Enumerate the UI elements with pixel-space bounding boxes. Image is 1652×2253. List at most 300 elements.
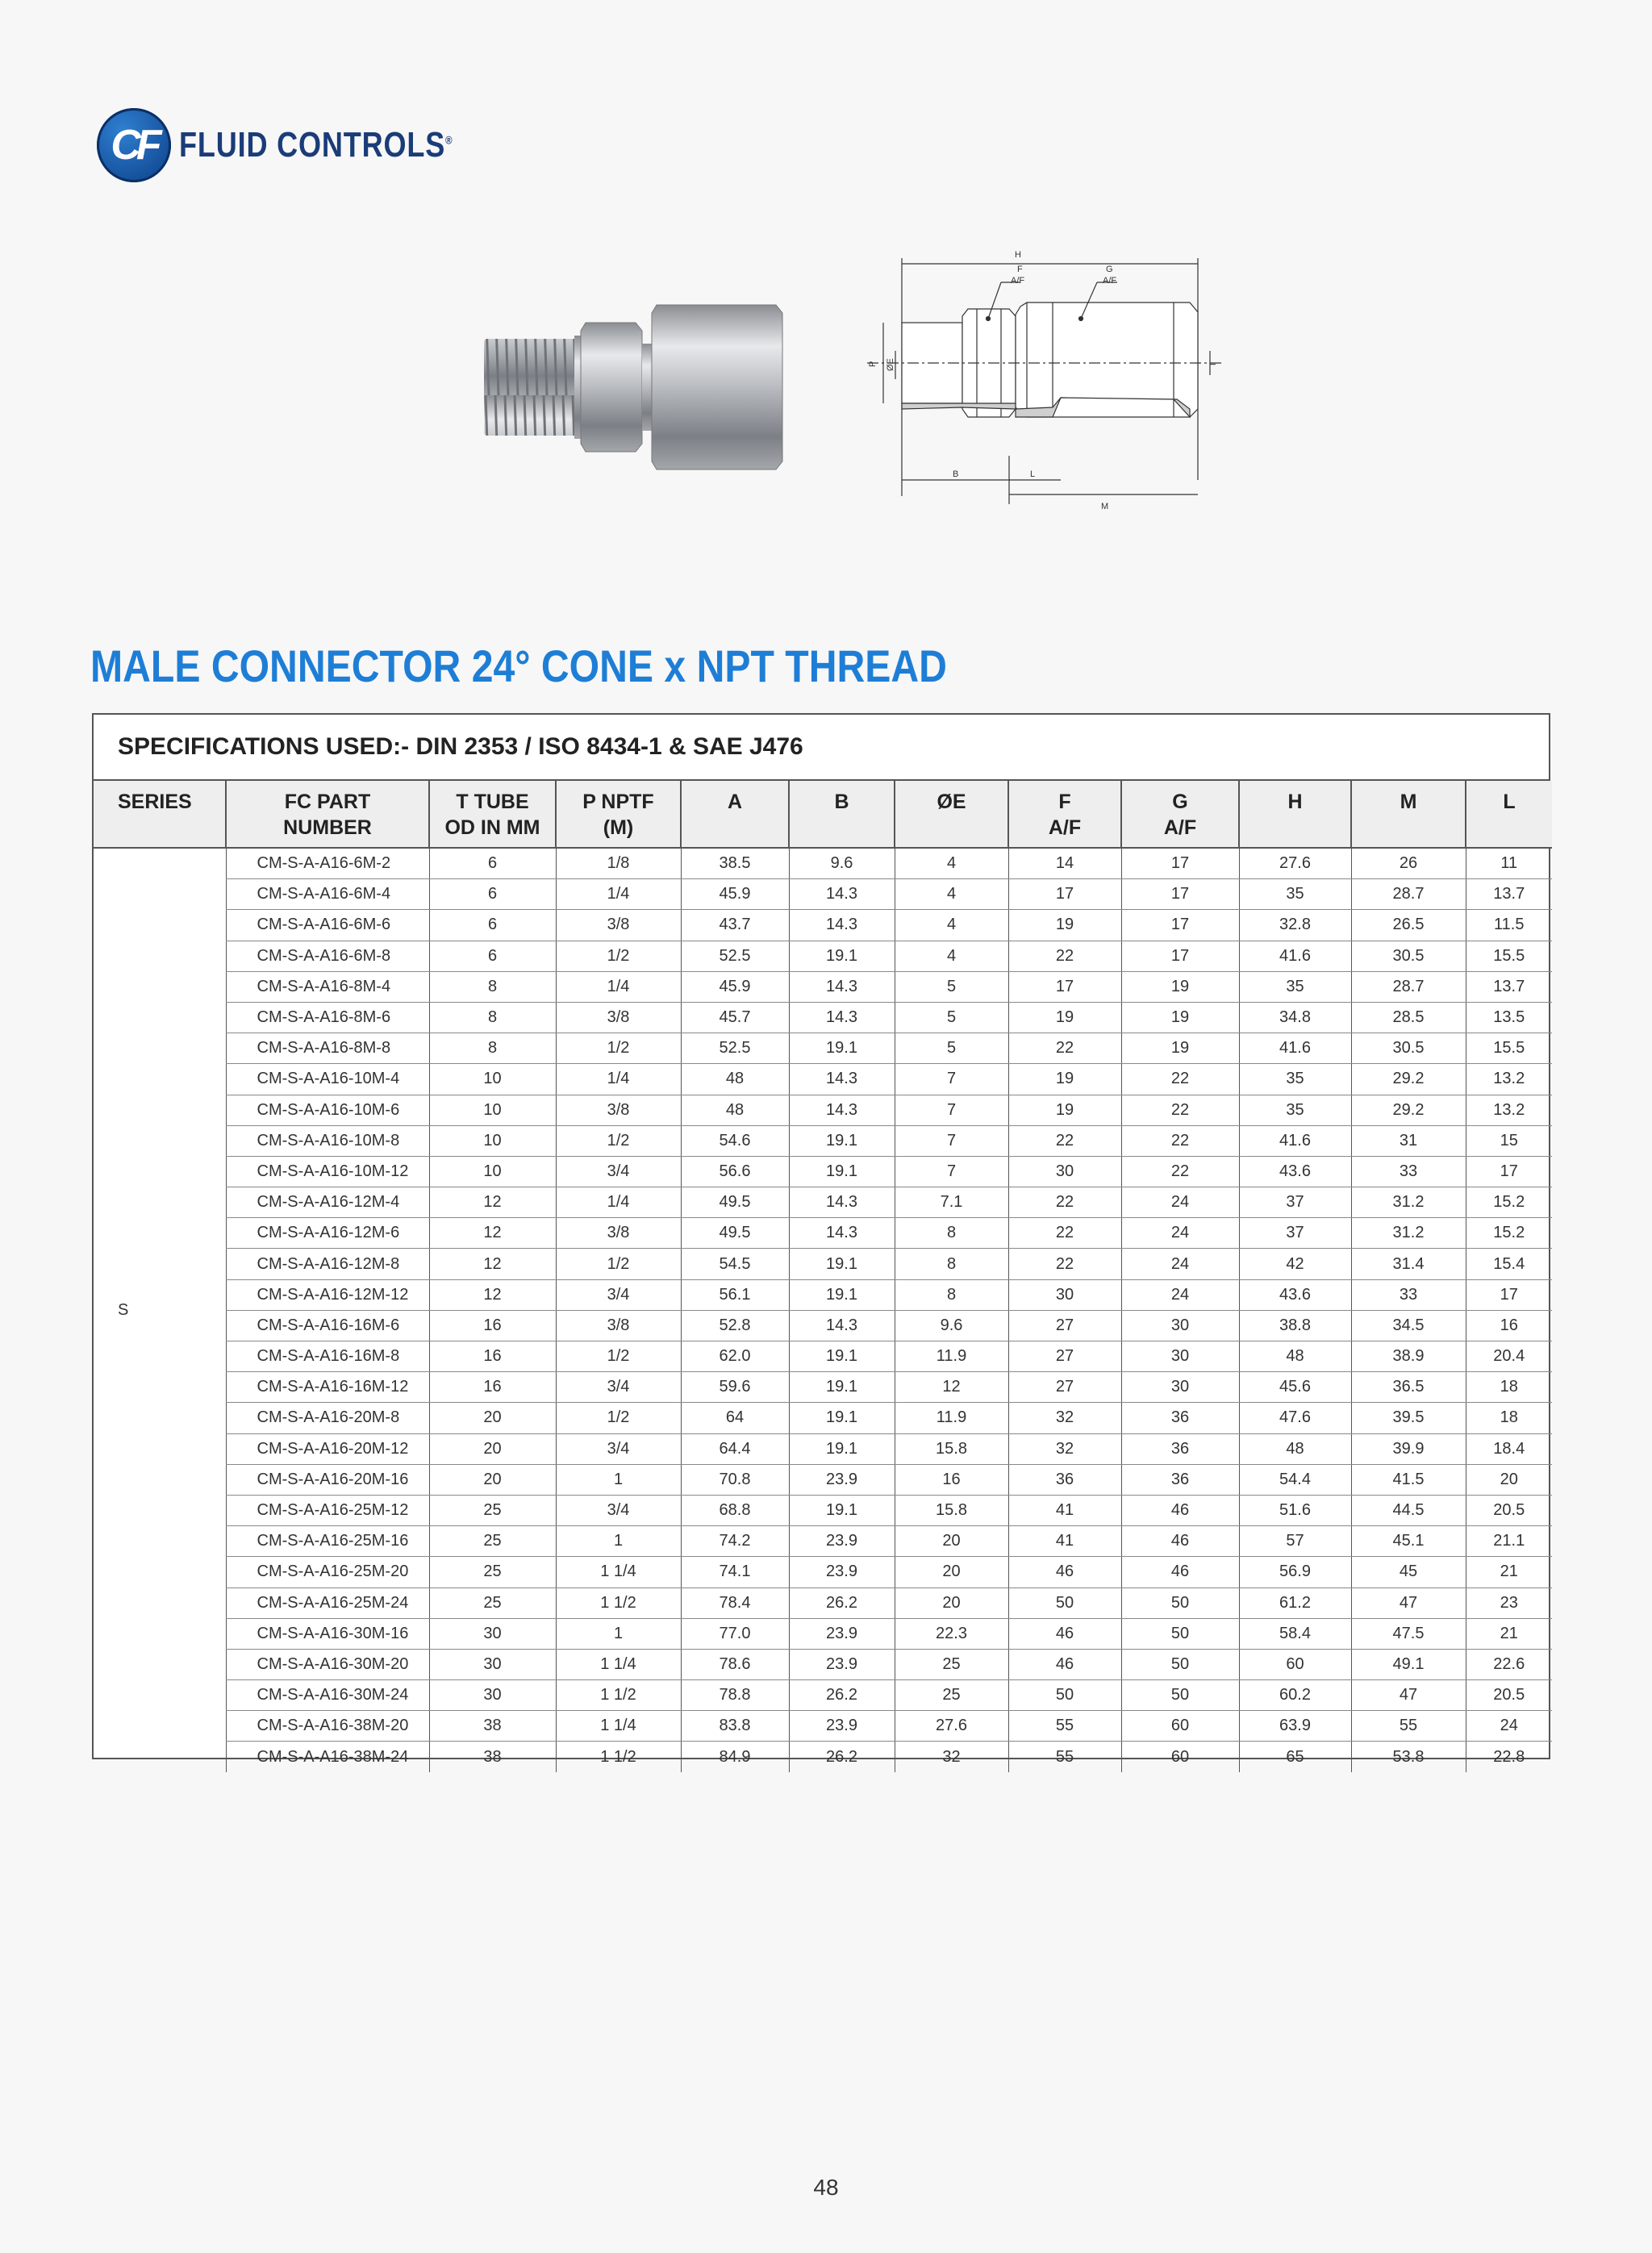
table-cell: 1 1/2: [556, 1680, 681, 1711]
part-number-cell: CM-S-A-A16-10M-8: [226, 1125, 429, 1156]
table-cell: 8: [429, 971, 556, 1002]
table-cell: 36: [1121, 1403, 1239, 1433]
specification-table-box: [92, 713, 1550, 1766]
part-number-cell: CM-S-A-A16-16M-12: [226, 1372, 429, 1403]
svg-text:P: P: [868, 361, 878, 367]
table-cell: 20.5: [1466, 1495, 1552, 1525]
part-number-cell: CM-S-A-A16-30M-20: [226, 1649, 429, 1679]
table-cell: 57: [1239, 1526, 1351, 1557]
table-cell: 14.3: [789, 1064, 895, 1095]
table-cell: 26: [1351, 848, 1466, 879]
table-cell: 19.1: [789, 1372, 895, 1403]
table-cell: 9.6: [895, 1310, 1008, 1341]
table-cell: 27.6: [1239, 848, 1351, 879]
table-cell: 39.9: [1351, 1433, 1466, 1464]
table-cell: 56.9: [1239, 1557, 1351, 1588]
table-cell: 54.6: [681, 1125, 789, 1156]
table-row: [94, 1002, 1552, 1033]
table-cell: 6: [429, 910, 556, 941]
table-cell: 10: [429, 1125, 556, 1156]
table-cell: 27: [1008, 1310, 1121, 1341]
table-cell: 22: [1121, 1125, 1239, 1156]
specification-heading: SPECIFICATIONS USED:- DIN 2353 / ISO 8434-1 & SAE J476: [94, 715, 1549, 781]
table-row: [94, 1218, 1552, 1249]
part-number-cell: CM-S-A-A16-25M-16: [226, 1526, 429, 1557]
table-cell: 47.6: [1239, 1403, 1351, 1433]
table-cell: 6: [429, 848, 556, 879]
table-cell: 24: [1121, 1218, 1239, 1249]
table-cell: 22.8: [1466, 1742, 1552, 1772]
table-cell: 37: [1239, 1218, 1351, 1249]
column-header: P NPTF (M): [556, 781, 681, 848]
table-cell: 20: [895, 1526, 1008, 1557]
table-cell: 55: [1008, 1742, 1121, 1772]
table-row: [94, 1187, 1552, 1218]
part-number-cell: CM-S-A-A16-6M-8: [226, 941, 429, 971]
table-cell: 36.5: [1351, 1372, 1466, 1403]
table-cell: 54.5: [681, 1249, 789, 1279]
table-cell: 22: [1121, 1156, 1239, 1187]
table-cell: 3/4: [556, 1372, 681, 1403]
table-cell: 41: [1008, 1526, 1121, 1557]
table-cell: 41.6: [1239, 941, 1351, 971]
table-cell: 19.1: [789, 941, 895, 971]
table-cell: 68.8: [681, 1495, 789, 1525]
table-cell: 25: [429, 1557, 556, 1588]
specification-table: [94, 781, 1552, 1772]
table-row: [94, 1742, 1552, 1772]
table-cell: 23: [1466, 1588, 1552, 1618]
table-cell: 48: [681, 1095, 789, 1125]
table-cell: 3/8: [556, 1095, 681, 1125]
table-cell: 11: [1466, 848, 1552, 879]
table-cell: 17: [1466, 1156, 1552, 1187]
column-header: B: [789, 781, 895, 848]
table-cell: 45.9: [681, 879, 789, 910]
table-cell: 84.9: [681, 1742, 789, 1772]
table-cell: 30.5: [1351, 941, 1466, 971]
table-cell: 1/2: [556, 1403, 681, 1433]
table-cell: 19: [1121, 1002, 1239, 1033]
page-number: 48: [813, 2175, 839, 2200]
table-cell: 24: [1121, 1249, 1239, 1279]
table-cell: 33: [1351, 1156, 1466, 1187]
svg-text:A/F: A/F: [1103, 276, 1117, 286]
table-row: [94, 1680, 1552, 1711]
table-cell: 19.1: [789, 1403, 895, 1433]
table-cell: 12: [895, 1372, 1008, 1403]
table-cell: 1 1/4: [556, 1649, 681, 1679]
table-cell: 47: [1351, 1588, 1466, 1618]
table-cell: 74.2: [681, 1526, 789, 1557]
table-cell: 50: [1121, 1588, 1239, 1618]
part-number-cell: CM-S-A-A16-12M-4: [226, 1187, 429, 1218]
table-cell: 28.7: [1351, 879, 1466, 910]
table-cell: 44.5: [1351, 1495, 1466, 1525]
table-cell: 19: [1008, 1002, 1121, 1033]
table-cell: 38.5: [681, 848, 789, 879]
column-header: T TUBE OD IN MM: [429, 781, 556, 848]
table-cell: 60: [1121, 1742, 1239, 1772]
table-cell: 61.2: [1239, 1588, 1351, 1618]
table-cell: 18: [1466, 1372, 1552, 1403]
table-cell: 29.2: [1351, 1064, 1466, 1095]
table-cell: 1: [556, 1526, 681, 1557]
table-cell: 33: [1351, 1279, 1466, 1310]
table-cell: 70.8: [681, 1464, 789, 1495]
table-row: [94, 1618, 1552, 1649]
part-number-cell: CM-S-A-A16-8M-4: [226, 971, 429, 1002]
table-row: [94, 1033, 1552, 1064]
table-cell: 5: [895, 1033, 1008, 1064]
table-cell: 15.8: [895, 1433, 1008, 1464]
brand-name: FLUID CONTROLS®: [179, 125, 453, 165]
table-cell: 30: [1008, 1156, 1121, 1187]
table-cell: 12: [429, 1187, 556, 1218]
part-number-cell: CM-S-A-A16-12M-12: [226, 1279, 429, 1310]
table-cell: 74.1: [681, 1557, 789, 1588]
part-number-cell: CM-S-A-A16-8M-8: [226, 1033, 429, 1064]
table-cell: 31.4: [1351, 1249, 1466, 1279]
part-number-cell: CM-S-A-A16-30M-16: [226, 1618, 429, 1649]
table-row: [94, 1649, 1552, 1679]
part-number-cell: CM-S-A-A16-8M-6: [226, 1002, 429, 1033]
table-cell: 20.4: [1466, 1341, 1552, 1372]
table-cell: 20: [429, 1464, 556, 1495]
table-cell: 30: [1121, 1310, 1239, 1341]
table-row: [94, 941, 1552, 971]
column-header: M: [1351, 781, 1466, 848]
table-header-row: [94, 781, 1552, 848]
table-cell: 1 1/2: [556, 1588, 681, 1618]
table-cell: 4: [895, 941, 1008, 971]
table-cell: 14.3: [789, 1002, 895, 1033]
table-cell: 46: [1008, 1618, 1121, 1649]
page-title: MALE CONNECTOR 24° CONE x NPT THREAD: [90, 640, 947, 691]
table-cell: 1/2: [556, 1125, 681, 1156]
table-cell: 50: [1008, 1588, 1121, 1618]
table-cell: 12: [429, 1218, 556, 1249]
table-cell: 26.2: [789, 1588, 895, 1618]
table-cell: 62.0: [681, 1341, 789, 1372]
table-cell: 53.8: [1351, 1742, 1466, 1772]
table-cell: 8: [429, 1033, 556, 1064]
table-cell: 17: [1008, 971, 1121, 1002]
table-row: [94, 1279, 1552, 1310]
table-cell: 12: [429, 1249, 556, 1279]
table-cell: 34.5: [1351, 1310, 1466, 1341]
table-cell: 25: [895, 1649, 1008, 1679]
table-cell: 22: [1008, 1249, 1121, 1279]
table-cell: 19.1: [789, 1156, 895, 1187]
table-cell: 34.8: [1239, 1002, 1351, 1033]
part-number-cell: CM-S-A-A16-10M-6: [226, 1095, 429, 1125]
table-cell: 50: [1121, 1649, 1239, 1679]
part-number-cell: CM-S-A-A16-10M-12: [226, 1156, 429, 1187]
table-cell: 19.1: [789, 1495, 895, 1525]
table-cell: 17: [1008, 879, 1121, 910]
table-cell: 22: [1008, 941, 1121, 971]
table-cell: 36: [1008, 1464, 1121, 1495]
table-row: [94, 1249, 1552, 1279]
table-cell: 14.3: [789, 1187, 895, 1218]
table-cell: 1/4: [556, 879, 681, 910]
table-cell: 46: [1121, 1557, 1239, 1588]
table-cell: 19: [1008, 1095, 1121, 1125]
table-cell: 26.2: [789, 1742, 895, 1772]
table-cell: 45.9: [681, 971, 789, 1002]
table-cell: 36: [1121, 1464, 1239, 1495]
table-cell: 32: [895, 1742, 1008, 1772]
table-cell: 17: [1466, 1279, 1552, 1310]
table-cell: 1/2: [556, 1033, 681, 1064]
table-cell: 1/2: [556, 941, 681, 971]
table-cell: 24: [1121, 1279, 1239, 1310]
series-cell: S: [118, 1300, 129, 1319]
table-cell: 56.1: [681, 1279, 789, 1310]
table-cell: 15: [1466, 1125, 1552, 1156]
part-number-cell: CM-S-A-A16-38M-20: [226, 1711, 429, 1742]
table-cell: 11.9: [895, 1341, 1008, 1372]
table-cell: 50: [1121, 1680, 1239, 1711]
part-number-cell: CM-S-A-A16-10M-4: [226, 1064, 429, 1095]
column-header: A: [681, 781, 789, 848]
table-cell: 47: [1351, 1680, 1466, 1711]
table-cell: 22: [1008, 1033, 1121, 1064]
table-cell: 27.6: [895, 1711, 1008, 1742]
table-cell: 22.6: [1466, 1649, 1552, 1679]
table-cell: 13.2: [1466, 1064, 1552, 1095]
table-cell: 1/4: [556, 971, 681, 1002]
table-cell: 8: [895, 1218, 1008, 1249]
svg-text:ØE: ØE: [886, 358, 895, 371]
table-cell: 43.6: [1239, 1279, 1351, 1310]
table-cell: 19: [1008, 1064, 1121, 1095]
table-cell: 1: [556, 1464, 681, 1495]
brand-logo: [97, 113, 513, 177]
table-cell: 43.7: [681, 910, 789, 941]
table-row: [94, 971, 1552, 1002]
table-cell: 1/4: [556, 1064, 681, 1095]
table-cell: 16: [429, 1372, 556, 1403]
table-cell: 23.9: [789, 1464, 895, 1495]
table-cell: 17: [1121, 879, 1239, 910]
table-row: [94, 1588, 1552, 1618]
table-cell: 56.6: [681, 1156, 789, 1187]
table-cell: 18.4: [1466, 1433, 1552, 1464]
table-cell: 42: [1239, 1249, 1351, 1279]
table-cell: 31.2: [1351, 1218, 1466, 1249]
table-cell: 38: [429, 1711, 556, 1742]
table-cell: 25: [429, 1526, 556, 1557]
table-cell: 23.9: [789, 1526, 895, 1557]
table-cell: 22: [1008, 1187, 1121, 1218]
part-number-cell: CM-S-A-A16-12M-8: [226, 1249, 429, 1279]
table-cell: 31.2: [1351, 1187, 1466, 1218]
table-cell: 14: [1008, 848, 1121, 879]
table-cell: 30: [429, 1680, 556, 1711]
table-cell: 19: [1121, 971, 1239, 1002]
table-cell: 15.2: [1466, 1187, 1552, 1218]
table-cell: 5: [895, 971, 1008, 1002]
column-header: FC PART NUMBER: [226, 781, 429, 848]
table-cell: 52.8: [681, 1310, 789, 1341]
table-cell: 77.0: [681, 1618, 789, 1649]
table-cell: 46: [1008, 1649, 1121, 1679]
table-cell: 3/4: [556, 1279, 681, 1310]
table-cell: 60: [1239, 1649, 1351, 1679]
table-cell: 23.9: [789, 1618, 895, 1649]
table-cell: 1/2: [556, 1341, 681, 1372]
table-cell: 58.4: [1239, 1618, 1351, 1649]
table-cell: 22: [1121, 1095, 1239, 1125]
table-cell: 83.8: [681, 1711, 789, 1742]
table-cell: 32.8: [1239, 910, 1351, 941]
table-cell: 45: [1351, 1557, 1466, 1588]
technical-drawing: [819, 238, 1254, 520]
table-cell: 3/4: [556, 1433, 681, 1464]
svg-text:A/F: A/F: [1011, 276, 1025, 286]
part-number-cell: CM-S-A-A16-16M-6: [226, 1310, 429, 1341]
table-cell: 21: [1466, 1618, 1552, 1649]
table-cell: 60.2: [1239, 1680, 1351, 1711]
table-cell: 30: [1121, 1341, 1239, 1372]
table-cell: 23.9: [789, 1711, 895, 1742]
table-cell: 10: [429, 1156, 556, 1187]
table-cell: 27: [1008, 1372, 1121, 1403]
svg-text:H: H: [1015, 250, 1021, 260]
part-number-cell: CM-S-A-A16-20M-16: [226, 1464, 429, 1495]
svg-text:L: L: [1030, 469, 1036, 479]
table-cell: 30: [429, 1618, 556, 1649]
table-cell: 12: [429, 1279, 556, 1310]
table-cell: 11.5: [1466, 910, 1552, 941]
table-cell: 21: [1466, 1557, 1552, 1588]
table-cell: 7.1: [895, 1187, 1008, 1218]
table-cell: 25: [429, 1495, 556, 1525]
part-number-cell: CM-S-A-A16-12M-6: [226, 1218, 429, 1249]
table-cell: 26.2: [789, 1680, 895, 1711]
table-cell: 10: [429, 1095, 556, 1125]
table-cell: 19.1: [789, 1249, 895, 1279]
table-cell: 14.3: [789, 910, 895, 941]
table-cell: 52.5: [681, 1033, 789, 1064]
table-cell: 17: [1121, 910, 1239, 941]
table-cell: 20: [1466, 1464, 1552, 1495]
table-cell: 18: [1466, 1403, 1552, 1433]
table-cell: 26.5: [1351, 910, 1466, 941]
table-cell: 1/8: [556, 848, 681, 879]
column-header: H: [1239, 781, 1351, 848]
column-header: F A/F: [1008, 781, 1121, 848]
table-cell: 3/4: [556, 1156, 681, 1187]
svg-text:F: F: [1017, 265, 1023, 274]
table-row: [94, 1156, 1552, 1187]
table-cell: 19.1: [789, 1433, 895, 1464]
table-cell: 60: [1121, 1711, 1239, 1742]
table-cell: 20: [429, 1403, 556, 1433]
table-row: [94, 1064, 1552, 1095]
table-cell: 20: [895, 1588, 1008, 1618]
table-cell: 30: [1008, 1279, 1121, 1310]
table-cell: 46: [1008, 1557, 1121, 1588]
table-cell: 30: [429, 1649, 556, 1679]
table-cell: 50: [1121, 1618, 1239, 1649]
table-cell: 43.6: [1239, 1156, 1351, 1187]
part-number-cell: CM-S-A-A16-25M-24: [226, 1588, 429, 1618]
table-cell: 41: [1008, 1495, 1121, 1525]
table-row: [94, 848, 1552, 879]
table-cell: 41.5: [1351, 1464, 1466, 1495]
table-cell: 78.8: [681, 1680, 789, 1711]
table-row: [94, 1557, 1552, 1588]
table-row: [94, 1711, 1552, 1742]
table-cell: 25: [429, 1588, 556, 1618]
table-cell: 65: [1239, 1742, 1351, 1772]
table-cell: 11.9: [895, 1403, 1008, 1433]
table-cell: 36: [1121, 1433, 1239, 1464]
table-cell: 22: [1008, 1218, 1121, 1249]
part-number-cell: CM-S-A-A16-30M-24: [226, 1680, 429, 1711]
table-cell: 48: [1239, 1433, 1351, 1464]
table-cell: 1 1/4: [556, 1711, 681, 1742]
table-cell: 8: [895, 1249, 1008, 1279]
table-row: [94, 879, 1552, 910]
table-cell: 35: [1239, 971, 1351, 1002]
table-cell: 7: [895, 1156, 1008, 1187]
table-cell: 19.1: [789, 1279, 895, 1310]
table-cell: 9.6: [789, 848, 895, 879]
column-header: SERIES: [94, 781, 226, 848]
table-cell: 48: [681, 1064, 789, 1095]
column-header: L: [1466, 781, 1552, 848]
table-cell: 23.9: [789, 1557, 895, 1588]
table-cell: 54.4: [1239, 1464, 1351, 1495]
table-cell: 1 1/4: [556, 1557, 681, 1588]
table-cell: 63.9: [1239, 1711, 1351, 1742]
part-number-cell: CM-S-A-A16-20M-8: [226, 1403, 429, 1433]
part-number-cell: CM-S-A-A16-20M-12: [226, 1433, 429, 1464]
table-cell: 22: [1008, 1125, 1121, 1156]
table-cell: 38: [429, 1742, 556, 1772]
table-cell: 4: [895, 848, 1008, 879]
part-number-cell: CM-S-A-A16-25M-20: [226, 1557, 429, 1588]
table-row: [94, 910, 1552, 941]
table-cell: 14.3: [789, 1218, 895, 1249]
table-cell: 14.3: [789, 879, 895, 910]
part-number-cell: CM-S-A-A16-25M-12: [226, 1495, 429, 1525]
part-number-cell: CM-S-A-A16-6M-4: [226, 879, 429, 910]
table-cell: 3/8: [556, 1310, 681, 1341]
table-cell: 41.6: [1239, 1033, 1351, 1064]
table-cell: 17: [1121, 941, 1239, 971]
table-row: [94, 1403, 1552, 1433]
table-cell: 28.5: [1351, 1002, 1466, 1033]
table-cell: 7: [895, 1064, 1008, 1095]
table-cell: 20.5: [1466, 1680, 1552, 1711]
table-row: [94, 1464, 1552, 1495]
column-header: ØE: [895, 781, 1008, 848]
table-cell: 55: [1351, 1711, 1466, 1742]
table-cell: 5: [895, 1002, 1008, 1033]
table-cell: 39.5: [1351, 1403, 1466, 1433]
table-cell: 46: [1121, 1495, 1239, 1525]
table-cell: 6: [429, 941, 556, 971]
table-cell: 38.8: [1239, 1310, 1351, 1341]
table-cell: 13.7: [1466, 971, 1552, 1002]
table-cell: 35: [1239, 1064, 1351, 1095]
table-cell: 3/4: [556, 1495, 681, 1525]
